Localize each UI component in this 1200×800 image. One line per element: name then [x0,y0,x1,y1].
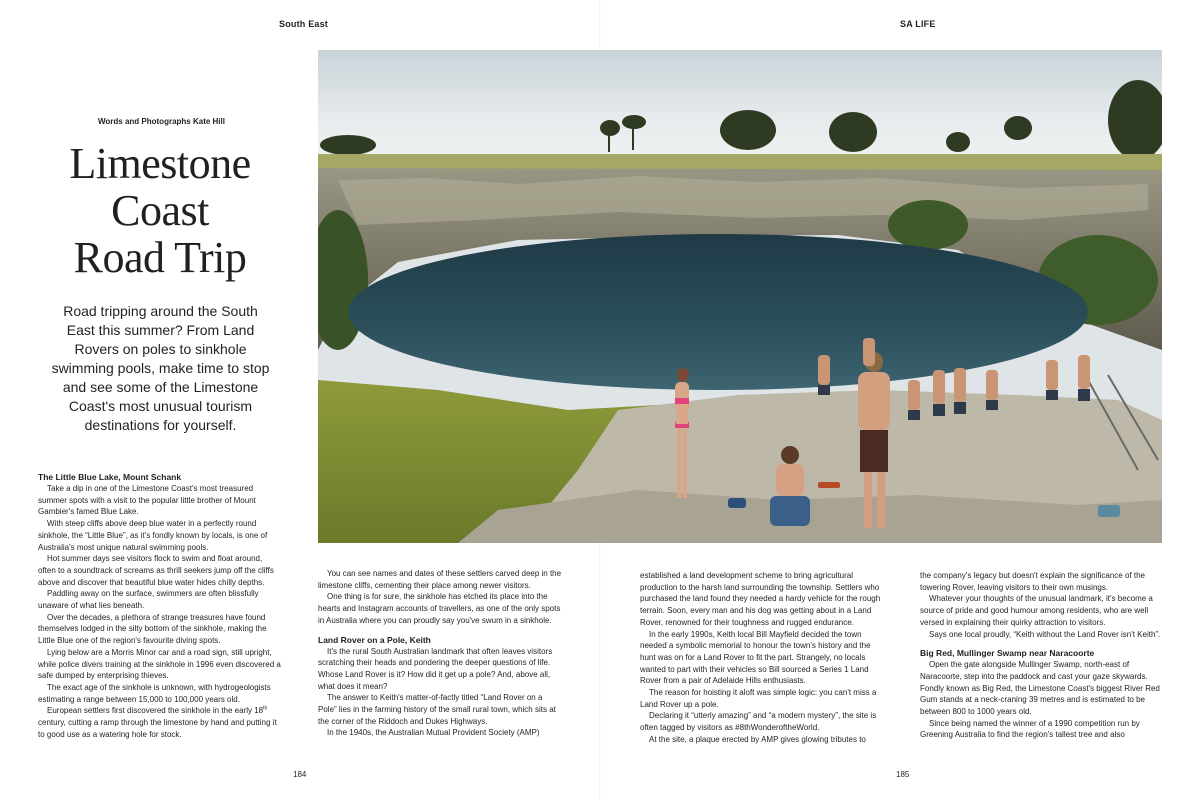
title-line-2: Coast [111,186,209,235]
standfirst: Road tripping around the South East this summer? From Land Rovers on poles to sinkhole swimming pools, make time to stop and see some of the Limestone Coast's most unusual tourism destinations for yourself. [51,303,270,433]
text-column-3 [640,570,884,746]
paragraph: established a land development scheme to bring agricultural production to the harsh land surrounding the township. Settlers who purchased the land found they needed a hardy vehicle for the rough terrain. Soon, every man and his dog was getting about in a Land Rover, renowned for their toughness and rugged endurance. [640,571,881,627]
paragraph: You can see names and dates of these settlers carved deep in the limestone cliffs, cementing their place among newer visitors. [318,569,562,590]
paragraph: The reason for hoisting it aloft was simple logic: you can't miss a Land Rover up a pole. [640,688,877,709]
section-heading-big-red: Big Red, Mullinger Swamp near Naracoorte [920,648,1095,659]
section-heading-little-blue-lake: The Little Blue Lake, Mount Schank [38,472,182,482]
paragraph: The exact age of the sinkhole is unknown, with hydrogeologists estimating a range between 15,000 to 100,000 years old. [38,682,271,704]
paragraph: Take a dip in one of the Limestone Coast's most treasured summer spots with a visit to the popular little brother of Mount Gambier's famed Blue Lake. [38,484,256,517]
paragraph: At the site, a plaque erected by AMP gives glowing tributes to [649,734,866,744]
paragraph: Says one local proudly, “Keith without the Land Rover isn't Keith”. [929,629,1161,639]
sky [318,50,1162,170]
paragraph: Hot summer days see visitors flock to swim and float around, often to a soundtrack of screams as thrill seekers jump off the cliffs above and discover that beautiful blue water hides chilly depths. [38,554,274,587]
paragraph: One thing is for sure, the sinkhole has etched its place into the hearts and Instagram accounts of travellers, as one of the only spots in Australia where you can proudly say you've swum in a sinkhole. [318,592,561,625]
spacer [920,640,1164,647]
paragraph: Open the gate alongside Mullinger Swamp, north-east of Naracoorte, step into the paddock and cast your gaze skywards. Fondly known as Big Red, the Limestone Coast's biggest River Red Gum stands at a neck-craning 39 metres and is estimated to be between 800 to 1000 years old. [920,660,1160,717]
paragraph [38,705,282,740]
towel [818,482,840,488]
blue-lake-water [348,234,1088,390]
sinkhole-photo [318,50,1162,543]
paragraph: In the 1940s, the Australian Mutual Provident Society (AMP) [327,728,540,738]
title-line-1: Limestone [69,139,251,188]
paragraph: Over the decades, a plethora of strange treasures have found themselves lodged in the silty bottom of the sinkhole, making the Little Blue one of the region's favourite diving spots. [38,612,267,646]
text-column-1 [38,471,282,740]
bag-right [1098,505,1120,517]
paragraph: It's the rural South Australian landmark that often leaves visitors scratching their heads and pondering the deeper questions of life. Whose Land Rover is it? How did it get up a pole? And, above all, what does it mean? [318,646,553,691]
sinkhole-illustration [318,50,1162,543]
superscript: th [263,705,268,712]
cliff-bush [888,200,968,250]
paragraph: Lying below are a Morris Minor car and a road sign, still upright, while police divers training at the sinkhole in 1996 even discovered a safe dumped by enterprising thieves. [38,647,281,681]
paragraph: Whatever your thoughts of the unusual landmark, it's become a source of pride and good humour among residents, who are well versed in explaining their quirky attraction to visitors. [920,594,1153,627]
running-header-right: SA LIFE [900,19,936,29]
text-run: century, cutting a ramp through the limestone by hand and putting it to good use as a watering hole for stock. [38,718,277,739]
article-title [30,140,290,281]
paddock [318,154,1162,170]
bag [728,498,746,508]
title-line-3: Road Trip [73,233,247,282]
section-heading-land-rover: Land Rover on a Pole, Keith [318,634,431,645]
page-number-left: 184 [293,770,307,779]
page-number-right: 185 [896,770,910,779]
paragraph: Declaring it “utterly amazing” and “a modern mystery”, the site is often tagged by visitors as #8thWonderoftheWorld. [640,711,877,733]
text-column-2 [318,568,562,739]
text-column-4 [920,570,1164,741]
text-run: European settlers first discovered the sinkhole in the early 18 [47,706,264,716]
running-header-left: South East [279,19,329,29]
paragraph: The answer to Keith's matter-of-factly titled “Land Rover on a Pole” lies in the farming history of the small rural town, which sits at the corner of the Riddoch and Dukes Highways. [318,693,556,726]
paragraph: Since being named the winner of a 1990 competition run by Greening Australia to find the region's tallest tree and also [920,718,1140,740]
paragraph: In the early 1990s, Keith local Bill Mayfield decided the town needed a symbolic memorial to honour the town's history and the hunt was on for a Land Rover to fit the part. Strangely, no locals wanted to part with their vehicles so Bill sourced a Series 1 Land Rover from a pair of Adelaide Hills enthusiasts. [640,629,871,686]
paragraph: Paddling away on the surface, swimmers are often blissfully unaware of what lies beneath. [38,589,259,611]
byline: Words and Photographs Kate Hill [98,117,225,126]
paragraph: the company's legacy but doesn't explain the significance of the towering Rover, leaving visitors to their own musings. [920,571,1145,592]
spacer [318,627,562,634]
paragraph: With steep cliffs above deep blue water in a perfectly round sinkhole, the “Little Blue”, as it's fondly known by locals, is one of Australia's most unique natural swimming pools. [38,519,268,552]
